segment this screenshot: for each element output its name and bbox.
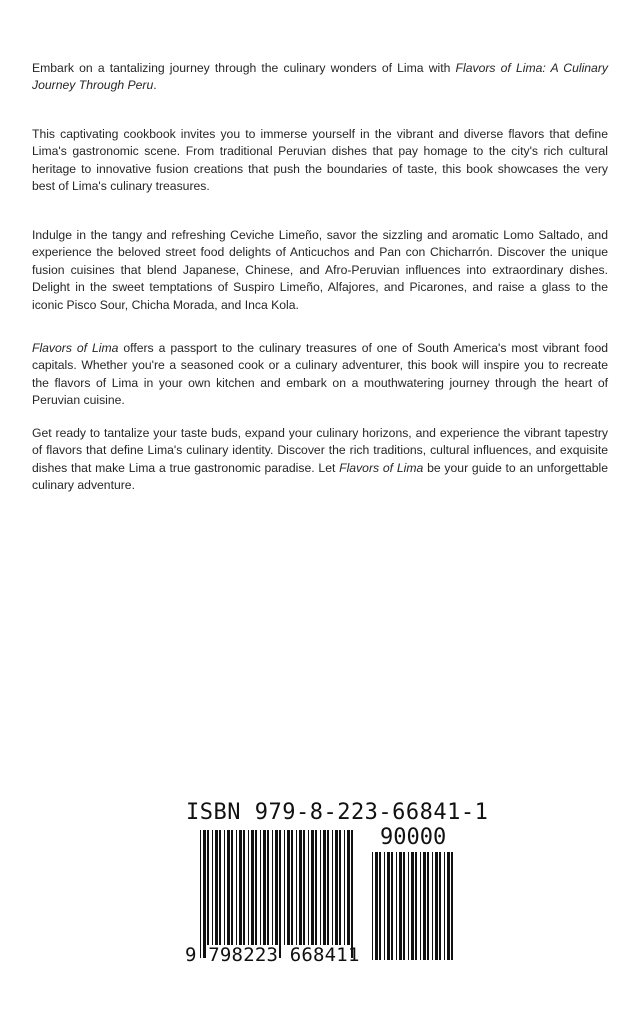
barcode-bar (236, 830, 237, 945)
barcode-bar (320, 830, 321, 945)
barcode-bar (391, 852, 393, 960)
barcode-bar (248, 830, 249, 945)
barcode-bar (279, 830, 281, 958)
barcode-bar (427, 852, 429, 960)
isbn-barcode-block (180, 800, 489, 980)
barcode-bar (420, 852, 421, 960)
barcode-bar (311, 830, 314, 945)
barcode-bar (315, 830, 317, 945)
blurb-paragraph-2: This captivating cookbook invites you to immerse yourself in the vibrant and diverse flavors that define Lima's gastronomic scene. From traditional Peruvian dishes that pay homage to the city's rich cultural heritage to innovative fusion creations that push the boundaries of taste, this book showcases the very best of Lima's culinary treasures. (32, 127, 608, 194)
barcode-bar (284, 830, 285, 945)
barcode-bar (239, 830, 242, 945)
ean-digits: 9 798223 668411 (185, 944, 360, 966)
barcode-bar (260, 830, 261, 945)
blurb-paragraph-5 (32, 425, 608, 495)
barcode-bar (344, 830, 345, 945)
barcode-bar (396, 852, 397, 960)
barcode-bar (447, 852, 450, 960)
barcode-bar (415, 852, 417, 960)
barcode-bar (435, 852, 438, 960)
barcode-bar (308, 830, 309, 945)
barcode-bar (408, 852, 409, 960)
text-span: Get ready to tantalize your taste buds, expand your culinary horizons, and experience the vibrant tapestry of flavors that define Lima's culinary identity. Discover the rich traditions, cultural influences, and exquisite dishes that make Lima a true gastronomic paradise. Let (32, 426, 608, 475)
barcode-bar (423, 852, 426, 960)
barcode-bar (243, 830, 245, 945)
isbn-label: ISBN 979-8-223-66841-1 (186, 800, 489, 825)
barcode-bar (267, 830, 269, 945)
barcode-bar (212, 830, 213, 945)
blurb-paragraph-3: Indulge in the tangy and refreshing Ceviche Limeño, savor the sizzling and aromatic Lomo Saltado, and experience the beloved street food delights of Anticuchos and Pan con Chicharrón. Discover the unique fusion cuisines that blend Japanese, Chinese, and Afro-Peruvian influences into extraordinary dishes. Delight in the sweet temptations of Suspiro Limeño, Alfajores, and Picarones, and raise a glass to the iconic Pisco Sour, Chicha Morada, and Inca Kola. (32, 228, 608, 312)
barcode-bar (335, 830, 338, 945)
barcode-bar (351, 830, 353, 958)
barcode-bar (215, 830, 218, 945)
book-title-italic: Flavors of Lima (339, 460, 424, 475)
barcode-bar (444, 852, 445, 960)
barcode-bar (411, 852, 414, 960)
blurb-paragraph-4 (32, 340, 608, 410)
barcode-bar (231, 830, 233, 945)
barcode-bar (251, 830, 254, 945)
barcode-bar (451, 852, 453, 960)
book-title-italic: Flavors of Lima: A Culinary Journey Through Peru (32, 61, 608, 93)
barcode-bar (219, 830, 221, 945)
text-span: . (153, 78, 157, 93)
barcode-bar (275, 830, 278, 945)
barcode-bar (379, 852, 381, 960)
barcode-bar (432, 852, 433, 960)
barcode-bar (323, 830, 326, 945)
barcode-bar (263, 830, 266, 945)
price-addon-digits: 90000 (380, 825, 447, 850)
blurb-paragraph-1 (32, 60, 608, 95)
barcode-bar (224, 830, 225, 945)
barcode-bar (399, 852, 402, 960)
barcode-bar (332, 830, 333, 945)
barcode-bar (207, 830, 209, 945)
text-span: offers a passport to the culinary treasures of one of South America's most vibrant food capitals. Whether you're a seasoned cook or a culinary adventurer, this book will inspire you to recreate the flavors of Lima in your own kitchen and embark on a mouthwatering journey through the heart of Peruvian cuisine. (32, 341, 608, 408)
barcode-bar (291, 830, 293, 945)
barcode-bar (372, 852, 373, 960)
barcode-bar (403, 852, 405, 960)
barcode-bar (227, 830, 230, 945)
barcode-bar (439, 852, 441, 960)
barcode-bar (303, 830, 305, 945)
barcode-bar (296, 830, 297, 945)
text-span: be your guide to an unforgettable culinary adventure. (32, 460, 608, 493)
barcode-bar (387, 852, 390, 960)
barcode-bar (347, 830, 350, 945)
barcode-bar (203, 830, 206, 958)
barcode-bar (384, 852, 385, 960)
barcode-bar (200, 830, 201, 958)
book-title-italic: Flavors of Lima (32, 341, 119, 355)
barcode-bar (299, 830, 302, 945)
barcode-bar (255, 830, 257, 945)
barcode-bar (339, 830, 341, 945)
barcode-bar (375, 852, 378, 960)
barcode-bar (327, 830, 329, 945)
barcode-bar (272, 830, 273, 945)
barcode-bar (287, 830, 290, 945)
text-span: Embark on a tantalizing journey through the culinary wonders of Lima with (32, 61, 456, 75)
